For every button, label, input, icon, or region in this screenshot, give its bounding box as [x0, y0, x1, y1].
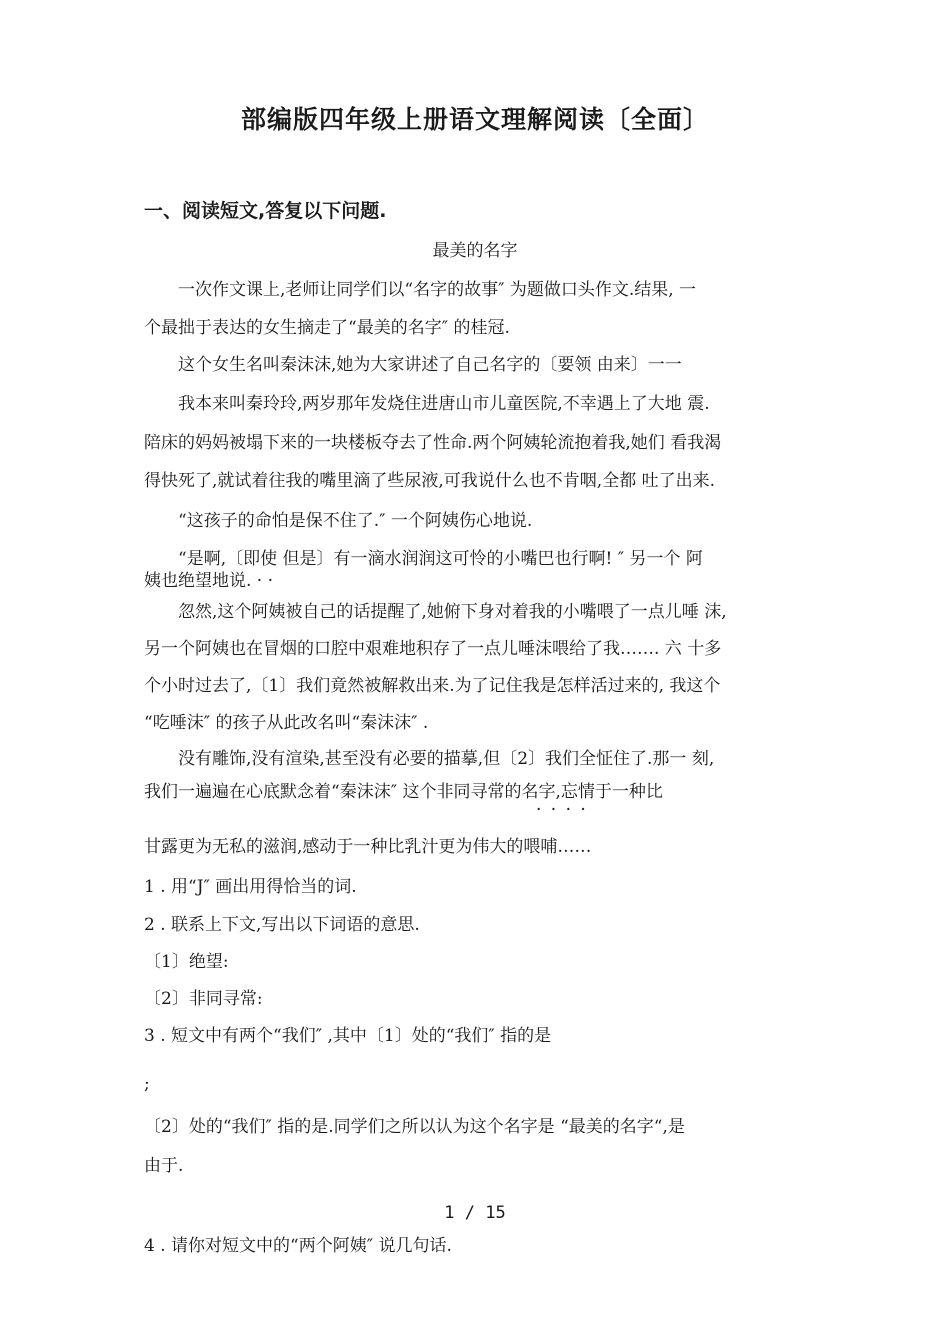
question-1: 1 . 用“J″ 画出用得恰当的词.	[144, 877, 357, 897]
question-3-part-2-end: 由于.	[144, 1156, 184, 1176]
paragraph-line: 另一个阿姨也在冒烟的口腔中艰难地积存了一点儿唾沫喂给了我……. 六 十多	[144, 639, 722, 659]
paragraph-line: 这个女生名叫秦沫沫,她为大家讲述了自己名字的〔要领 由来〕一一	[178, 355, 682, 375]
story-title: 最美的名字	[432, 241, 518, 261]
paragraph-line: “吃唾沫″ 的孩子从此改名叫“秦沫沫″ .	[144, 713, 429, 733]
paragraph-line: 个小时过去了,〔1〕我们竟然被解救出来.为了记住我是怎样活过来的, 我这个	[144, 676, 721, 696]
paragraph-line: 我们一遍遍在心底默念着“秦沫沫″ 这个非同寻常的名字,忘情于一种比	[144, 782, 663, 802]
paragraph-line: 姨也绝望地说. · ·	[144, 571, 274, 591]
document-title: 部编版四年级上册语文理解阅读〔全面〕	[240, 105, 709, 134]
paragraph-line: 没有雕饰,没有渲染,甚至没有必要的描摹,但〔2〕我们全怔住了.那一 刻,	[178, 749, 715, 769]
paragraph-line: 我本来叫秦玲玲,两岁那年发烧住进唐山市儿童医院,不幸遇上了大地 震.	[178, 394, 710, 414]
emphasis-dots: · · · ·	[536, 800, 588, 820]
paragraph-line: 忽然,这个阿姨被自己的话提醒了,她俯下身对着我的小嘴喂了一点儿唾 沫,	[178, 602, 727, 622]
paragraph-line: “这孩子的命怕是保不住了.″ 一个阿姨伤心地说.	[178, 511, 533, 531]
paragraph-line: 得快死了,就试着往我的嘴里滴了些尿液,可我说什么也不肯咽,全都 吐了出来.	[144, 471, 716, 491]
question-2-item-1: 〔1〕绝望:	[144, 952, 229, 972]
question-3-blank: ;	[144, 1074, 150, 1094]
paragraph-line: 陪床的妈妈被塌下来的一块楼板夺去了性命.两个阿姨轮流抱着我,她们 看我渴	[144, 433, 722, 453]
page-number: 1 / 15	[444, 1203, 506, 1223]
paragraph-line: “是啊,〔即使 但是〕有一滴水润润这可怜的小嘴巴也行啊! ″ 另一个 阿	[178, 549, 703, 569]
paragraph-line: 个最拙于表达的女生摘走了“最美的名字″ 的桂冠.	[144, 318, 510, 338]
question-4: 4 . 请你对短文中的“两个阿姨″ 说几句话.	[144, 1236, 452, 1256]
question-2-item-2: 〔2〕非同寻常:	[144, 989, 263, 1009]
question-3: 3 . 短文中有两个“我们″ ,其中〔1〕处的“我们″ 指的是	[144, 1026, 552, 1046]
paragraph-line: 甘露更为无私的滋润,感动于一种比乳汁更为伟大的喂哺……	[144, 837, 592, 857]
question-2: 2 . 联系上下文,写出以下词语的意思.	[144, 915, 420, 935]
question-3-part-2: 〔2〕处的“我们″ 指的是.同学们之所以认为这个名字是 “最美的名字“,是	[144, 1117, 685, 1137]
paragraph-line: 一次作文课上,老师让同学们以“名字的故事″ 为题做口头作文.结果, 一	[178, 280, 697, 300]
section-heading: 一、阅读短文,答复以下问题.	[144, 200, 387, 222]
